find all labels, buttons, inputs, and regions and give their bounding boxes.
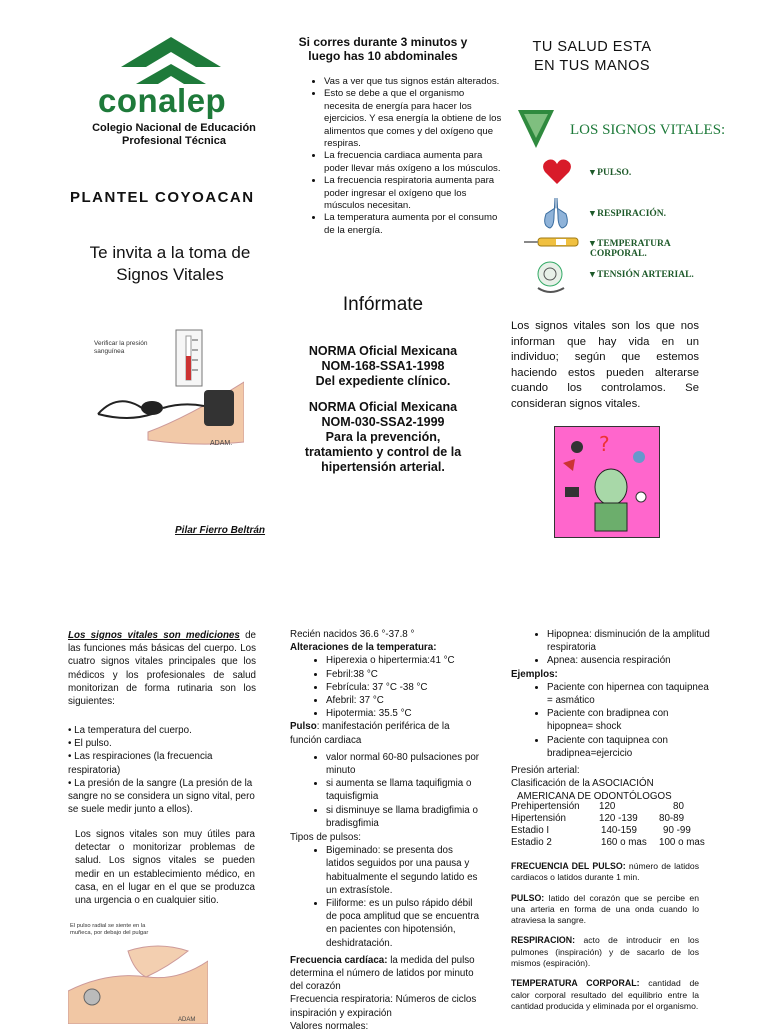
blood-pressure-table xyxy=(511,801,707,849)
vital-respiration-text: RESPIRACIÓN. xyxy=(597,209,667,219)
list-item: • Esto se debe a que el organismo necesita de energía para hacer los ejercicios. Y esa energía la obtiene de los alimentos que comes y del oxígeno que respiras. xyxy=(324,88,502,150)
pulse-definition xyxy=(290,720,480,746)
norma-030-line-2: NOM-030-SSA2-1999 xyxy=(321,415,445,429)
definition-text: acto de introducir en los pulmones (inspiración) y de sacarlo de los mismos (espiración). xyxy=(511,935,699,969)
pulse-values-list xyxy=(290,751,480,830)
definition-text: número de latidos cardiacos o latidos durante 1 min. xyxy=(511,861,699,883)
panel-title-line-2: EN TUS MANOS xyxy=(533,58,651,74)
exercise-heading xyxy=(283,35,483,63)
list-item: • Hiperexia o hipertermia:41 °C xyxy=(326,654,480,667)
norma-168-line-1: NORMA Oficial Mexicana xyxy=(308,344,458,358)
definition-rest: de las funciones más básicas del cuerpo. Los cuatro signos vitales principales que los médicos y los profesionales de salud monitorizan de forma rutinaria son los siguientes: xyxy=(68,630,256,708)
logo-subtitle xyxy=(74,122,274,148)
definition-term: FRECUENCIA DEL PULSO: xyxy=(511,861,626,871)
table-cell: 120 xyxy=(599,801,616,812)
radial-pulse-illustration xyxy=(68,921,208,1024)
vital-pulse-label: ▾ PULSO. xyxy=(590,168,632,178)
exercise-heading-line-1: Si corres durante 3 minutos y xyxy=(298,35,468,49)
list-item: • Paciente con bradipnea con hipopnea= shock xyxy=(547,707,711,733)
vital-pulse-text: PULSO. xyxy=(597,168,632,178)
definitions-block xyxy=(511,861,699,1012)
norma-168-line-3: Del expediente clínico. xyxy=(315,374,451,388)
logo-wordmark: conalep xyxy=(98,82,227,119)
vital-tension-label: ▾ TENSIÓN ARTERIAL. xyxy=(590,270,694,280)
list-item: • La frecuencia cardiaca aumenta para poder llevar más oxígeno a los músculos. xyxy=(324,150,502,175)
list-item: • Bigeminado: se presenta dos latidos seguidos por una pausa y habitualmente el segundo latido es un extrasístole. xyxy=(326,844,480,897)
norma-030 xyxy=(283,400,483,475)
table-cell: 80 xyxy=(673,801,684,812)
list-item: • Febrícula: 37 °C -38 °C xyxy=(326,681,480,694)
svg-text:?: ? xyxy=(599,432,610,456)
definition-term: PULSO: xyxy=(511,892,545,903)
classification-line-2: AMERICANA DE ODONTÓLOGOS xyxy=(517,791,672,803)
invitation-line-2: Signos Vitales xyxy=(116,265,224,284)
pulse-types-list xyxy=(290,844,480,950)
examples-list xyxy=(511,681,711,760)
definition-pulse-frequency xyxy=(511,861,699,884)
blood-pressure-illustration xyxy=(88,322,244,454)
table-cell: 100 o mas xyxy=(659,837,705,848)
table-cell: 140-159 xyxy=(601,825,637,836)
pulse-text: : manifestación periférica de la función cardiaca xyxy=(290,721,450,746)
norma-168 xyxy=(283,344,483,389)
exercise-effects-list xyxy=(302,76,502,237)
definition-text: cantidad de calor corporal resultado del equilibrio entre la cantidad producida y eliminada por el organismo. xyxy=(511,978,699,1011)
list-item: • si aumenta se llama taquifigmia o taquisfigmia xyxy=(326,777,480,803)
vital-signs-usefulness: Los signos vitales son muy útiles para detectar o monitorizar problemas de salud. Los signos vitales se pueden medir en un establecimiento médico, en casa, en el lugar en el que se produzca una urgencia o en cualquier sitio. xyxy=(75,829,255,907)
illustration-credit: ADAM. xyxy=(210,440,233,447)
pulse-image-caption-line-2: muñeca, por debajo del pulgar xyxy=(70,930,149,936)
definition-respiration xyxy=(511,935,699,969)
list-item: • valor normal 60-80 pulsaciones por minuto xyxy=(326,751,480,777)
table-cell: 160 o mas xyxy=(601,837,647,848)
table-cell: 80-89 xyxy=(659,813,685,824)
table-row xyxy=(511,813,707,825)
vital-temperature-text: TEMPERATURA CORPORAL. xyxy=(590,239,671,259)
heart-icon xyxy=(542,158,572,186)
list-item: • Afebril: 37 °C xyxy=(326,694,480,707)
campus-title: PLANTEL COYOACAN xyxy=(70,189,255,206)
thinking-person-icon xyxy=(555,427,659,537)
respiration-list xyxy=(511,628,711,668)
logo-subtitle-line-1: Colegio Nacional de Educación xyxy=(92,122,256,134)
definition-lead: Los signos vitales son mediciones xyxy=(68,630,240,641)
table-cell: 90 -99 xyxy=(663,825,691,836)
vital-signs-box-title: LOS SIGNOS VITALES: xyxy=(570,122,726,138)
list-item: • Las respiraciones (la frecuencia respiratoria) xyxy=(68,751,213,776)
norma-168-line-2: NOM-168-SSA1-1998 xyxy=(321,359,445,373)
thermometer-icon xyxy=(524,234,582,250)
heart-rate-text: la medida del pulso determina el número de latidos por minuto del corazón xyxy=(290,954,475,993)
panel-title xyxy=(512,38,672,76)
table-cell: Estadio 2 xyxy=(511,837,552,848)
newborn-temperature: Recién nacidos 36.6 °-37.8 ° xyxy=(290,629,415,640)
exercise-heading-line-2: luego has 10 abdominales xyxy=(308,49,458,63)
illustration-caption-line-2: sanguínea xyxy=(94,348,125,355)
classification-line-1: Clasificación de la ASOCIACIÓN xyxy=(511,778,654,790)
table-cell: Hipertensión xyxy=(511,813,567,824)
table-row xyxy=(511,825,707,837)
vital-signs-definition xyxy=(68,629,256,708)
definition-term: RESPIRACION: xyxy=(511,935,576,946)
list-item: • Hipopnea: disminución de la amplitud respiratoria xyxy=(547,628,711,654)
norma-030-line-5: hipertensión arterial. xyxy=(321,460,445,474)
invitation-line-1: Te invita a la toma de xyxy=(89,243,251,262)
temperature-pulse-section xyxy=(290,628,480,1033)
blood-pressure-heading: Presión arterial: xyxy=(511,765,580,777)
logo-subtitle-line-2: Profesional Técnica xyxy=(122,135,226,147)
norma-030-line-1: NORMA Oficial Mexicana xyxy=(308,400,458,414)
vital-tension-text: TENSIÓN ARTERIAL. xyxy=(596,270,694,280)
vital-temperature-label: ▾ TEMPERATURA CORPORAL. xyxy=(590,239,671,259)
examples-heading: Ejemplos: xyxy=(511,668,558,680)
blood-pressure-cuff-icon xyxy=(534,258,568,296)
list-item: • La presión de la sangre (La presión de la sangre no se considera un signo vital, pero se suele medir junto a ellos). xyxy=(68,777,255,816)
sphygmomanometer-icon xyxy=(88,322,244,454)
heart-rate-label: Frecuencia cardíaca: xyxy=(290,954,388,966)
table-cell: Estadio I xyxy=(511,825,550,836)
author-name: Pilar Fierro Beltrán xyxy=(175,525,266,536)
wrist-pulse-icon xyxy=(68,921,208,1024)
respiratory-rate-definition: Frecuencia respiratoria: Números de ciclos inspiración y expiración xyxy=(290,994,477,1019)
vital-signs-box xyxy=(512,100,727,308)
respiration-section xyxy=(511,628,711,804)
illustration-caption-line-1: Verificar la presión xyxy=(94,340,148,347)
informate-heading: Infórmate xyxy=(342,294,424,315)
pulse-label: Pulso xyxy=(290,721,317,733)
list-item: • Febril:38 °C xyxy=(326,668,480,681)
definition-text: latido del corazón que se percibe en una arteria en forma de una onda cuando lo atraviesa la sangre. xyxy=(511,892,699,926)
table-cell: 120 -139 xyxy=(599,813,638,824)
definition-body-temperature xyxy=(511,978,699,1012)
temperature-alterations-heading: Alteraciones de la temperatura: xyxy=(290,642,437,654)
table-row xyxy=(511,801,707,813)
vital-signs-intro: Los signos vitales son los que nos informan que hay vida en un individuo; según que estemos haciendo estos pueden alterarse cuando los controlamos. Se consideran signos vitales. xyxy=(511,320,699,410)
normal-values-label: Valores normales: xyxy=(290,1020,369,1032)
heart-rate-definition xyxy=(290,954,480,994)
list-item: • Paciente con taquipnea con bradipnea=ejercicio xyxy=(547,734,711,760)
pink-illustration xyxy=(554,426,660,538)
panel-title-line-1: TU SALUD ESTA xyxy=(532,39,652,55)
definition-term: TEMPERATURA CORPORAL: xyxy=(511,978,640,989)
green-triangle-icon xyxy=(518,110,554,148)
list-item: • La temperatura aumenta por el consumo de la energía. xyxy=(324,212,502,237)
lungs-icon xyxy=(542,196,570,230)
list-item: • Hipotermia: 35.5 °C xyxy=(326,707,480,720)
list-item: • La temperatura del cuerpo. xyxy=(68,725,192,736)
temperature-alterations-list xyxy=(290,654,480,720)
definition-pulse xyxy=(511,893,699,927)
norma-030-line-3: Para la prevención, xyxy=(325,430,441,444)
conalep-logo xyxy=(88,32,258,150)
pulse-image-credit: ADAM xyxy=(178,1017,196,1023)
list-item: • La frecuencia respiratoria aumenta para poder ingresar el oxígeno que los músculos necesitan. xyxy=(324,175,502,212)
pulse-types-heading: Tipos de pulsos: xyxy=(290,832,361,844)
list-item: • Apnea: ausencia respiración xyxy=(547,654,711,667)
list-item: • Filiforme: es un pulso rápido débil de poca amplitud que se encuentra en pacientes con hipotensión, deshidratación. xyxy=(326,897,480,950)
table-cell: Prehipertensión xyxy=(511,801,580,812)
list-item: • Vas a ver que tus signos están alterados. xyxy=(324,76,502,88)
list-item: • El pulso. xyxy=(68,738,112,750)
norma-030-line-4: tratamiento y control de la xyxy=(304,445,462,459)
list-item: • Paciente con hipernea con taquipnea = asmático xyxy=(547,681,711,707)
list-item: • si disminuye se llama bradigfimia o bradisgfimia xyxy=(326,804,480,830)
pulse-image-caption-line-1: El pulso radial se siente en la xyxy=(70,923,146,929)
invitation-text xyxy=(70,242,270,286)
main-vital-signs-list xyxy=(68,724,258,816)
vital-respiration-label: ▾ RESPIRACIÓN. xyxy=(590,209,667,219)
table-row xyxy=(511,837,707,849)
